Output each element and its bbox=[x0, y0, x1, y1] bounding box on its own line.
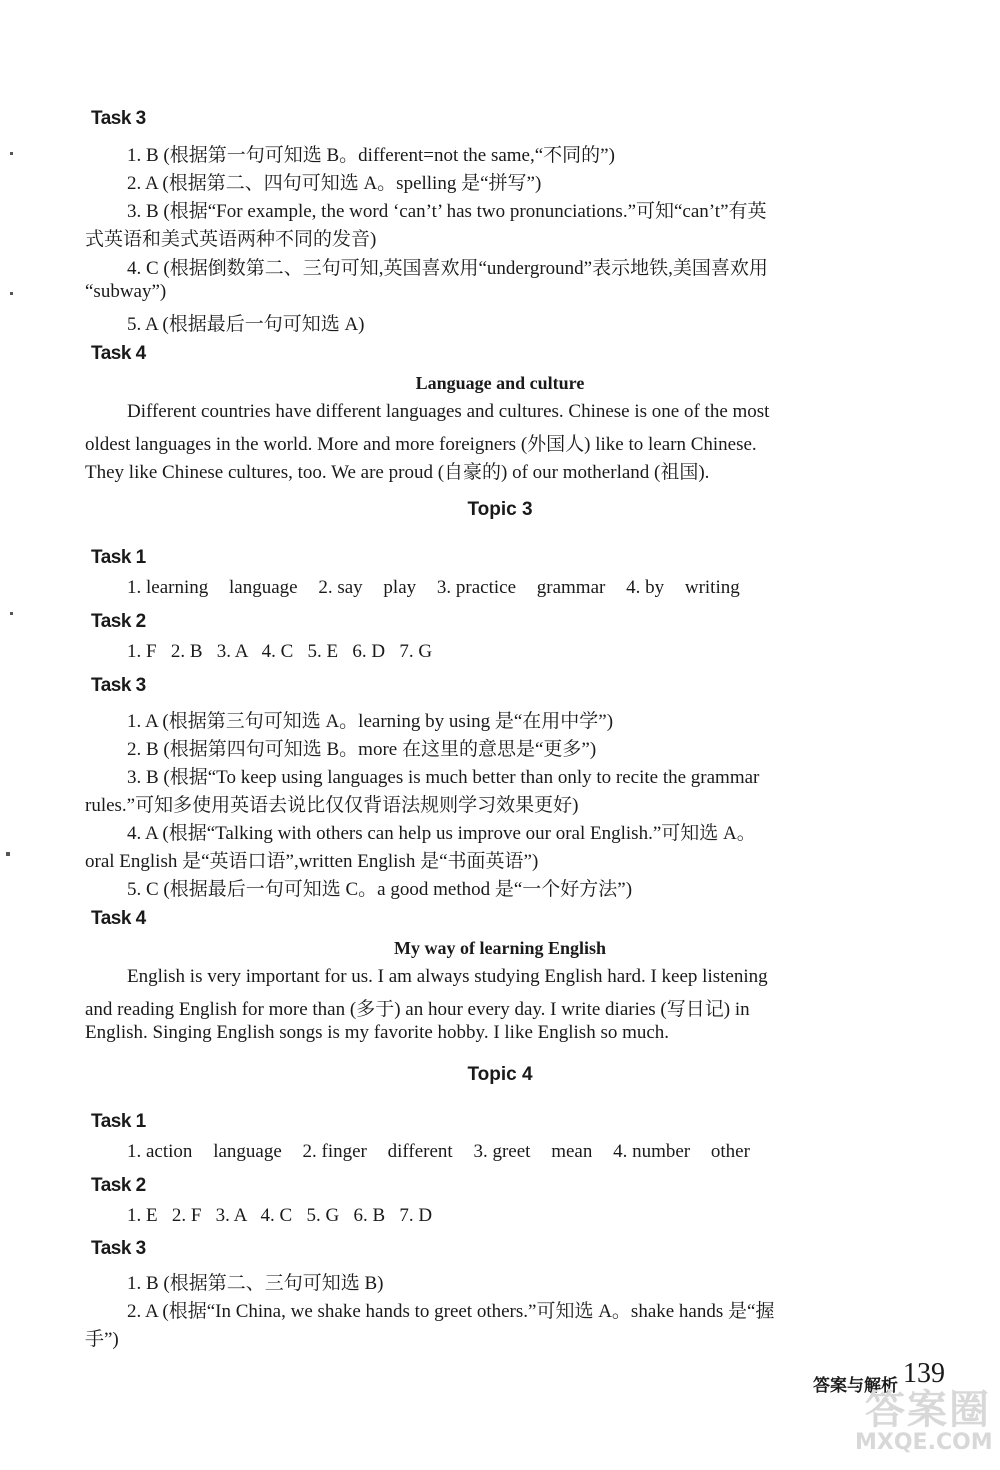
watermark-logo bbox=[855, 1378, 995, 1458]
word-answer: 3. practice bbox=[436, 577, 517, 598]
word-answer: 3. greet bbox=[473, 1141, 531, 1162]
word-answer: play bbox=[383, 577, 417, 598]
answer-line: 1. B (根据第二、三句可知选 B) bbox=[127, 1273, 384, 1294]
answer-line: 2. A (根据“In China, we shake hands to greet others.”可知选 A。shake hands 是“握 bbox=[127, 1301, 775, 1322]
word-answer: language bbox=[213, 1141, 282, 1162]
answer-line: 2. B (根据第四句可知选 B。more 在这里的意思是“更多”) bbox=[127, 739, 597, 760]
passage-line: and reading English for more than (多于) an hour every day. I write diaries (写日记) in bbox=[85, 999, 750, 1020]
word-answers bbox=[127, 1141, 766, 1163]
task-heading: Task 3 bbox=[91, 108, 146, 129]
watermark-url: MXQE.COM bbox=[855, 1430, 993, 1455]
answer-line: 5. C (根据最后一句可知选 C。a good method 是“一个好方法”) bbox=[127, 879, 633, 900]
answer-line: 4. A (根据“Talking with others can help us improve our oral English.”可知选 A。 bbox=[127, 823, 756, 844]
word-answer: other bbox=[710, 1141, 750, 1162]
answer-line: 2. A (根据第二、四句可知选 A。spelling 是“拼写”) bbox=[127, 173, 542, 194]
scan-mark bbox=[10, 292, 13, 295]
answer-line: 式英语和美式英语两种不同的发音) bbox=[85, 229, 377, 250]
answer-line: 5. A (根据最后一句可知选 A) bbox=[127, 314, 365, 335]
task-heading: Task 4 bbox=[91, 908, 146, 929]
choice-answers: 1. F 2. B 3. A 4. C 5. E 6. D 7. G bbox=[127, 641, 433, 662]
task-heading: Task 2 bbox=[91, 1175, 146, 1196]
answer-line: 1. B (根据第一句可知选 B。different=not the same,“不同的”) bbox=[127, 145, 615, 166]
word-answer: grammar bbox=[536, 577, 606, 598]
word-answer: 1. learning bbox=[127, 577, 209, 598]
word-answer: 1. action bbox=[127, 1141, 193, 1162]
topic-heading: Topic 4 bbox=[467, 1064, 533, 1085]
word-answer: different bbox=[387, 1141, 453, 1162]
task-heading: Task 1 bbox=[91, 1111, 146, 1132]
word-answer: mean bbox=[551, 1141, 593, 1162]
word-answer: 4. by bbox=[626, 577, 665, 598]
answer-line: rules.”可知多使用英语去说比仅仅背语法规则学习效果更好) bbox=[85, 795, 579, 816]
section-label: 答案与解析 bbox=[813, 1376, 898, 1396]
passage-title: My way of learning English bbox=[393, 938, 607, 958]
topic-heading: Topic 3 bbox=[467, 499, 533, 520]
passage-line: English. Singing English songs is my favorite hobby. I like English so much. bbox=[85, 1022, 670, 1043]
task-heading: Task 3 bbox=[91, 675, 146, 696]
task-heading: Task 3 bbox=[91, 1238, 146, 1259]
passage-title: Language and culture bbox=[415, 373, 585, 393]
choice-answers: 1. E 2. F 3. A 4. C 5. G 6. B 7. D bbox=[127, 1205, 433, 1226]
answer-line: 1. A (根据第三句可知选 A。learning by using 是“在用中学”) bbox=[127, 711, 614, 732]
word-answer: language bbox=[229, 577, 298, 598]
passage-line: They like Chinese cultures, too. We are proud (自豪的) of our motherland (祖国). bbox=[85, 462, 710, 483]
task-heading: Task 2 bbox=[91, 611, 146, 632]
scan-mark bbox=[10, 612, 13, 615]
answer-line: 4. C (根据倒数第二、三句可知,英国喜欢用“underground”表示地铁,美国喜欢用 bbox=[127, 258, 768, 279]
answer-line: oral English 是“英语口语”,written English 是“书面英语”) bbox=[85, 851, 539, 872]
task-heading: Task 4 bbox=[91, 343, 146, 364]
watermark-text: 答案圈 bbox=[865, 1387, 991, 1433]
answer-line: 手”) bbox=[85, 1329, 119, 1350]
word-answer: 4. number bbox=[613, 1141, 691, 1162]
word-answer: 2. finger bbox=[302, 1141, 367, 1162]
word-answer: 2. say bbox=[318, 577, 363, 598]
scan-mark bbox=[10, 152, 13, 155]
answer-line: 3. B (根据“For example, the word ‘can’t’ has two pronunciations.”可知“can’t”有英 bbox=[127, 201, 767, 222]
word-answers bbox=[127, 577, 756, 599]
task-heading: Task 1 bbox=[91, 547, 146, 568]
page-number: 139 bbox=[903, 1358, 945, 1389]
passage-line: English is very important for us. I am always studying English hard. I keep listening bbox=[127, 966, 768, 987]
answer-line: 3. B (根据“To keep using languages is much better than only to recite the grammar bbox=[127, 767, 760, 788]
scan-mark bbox=[6, 852, 10, 856]
word-answer: writing bbox=[684, 577, 740, 598]
answer-line: “subway”) bbox=[85, 281, 167, 302]
passage-line: oldest languages in the world. More and more foreigners (外国人) like to learn Chinese. bbox=[85, 434, 757, 455]
passage-line: Different countries have different languages and cultures. Chinese is one of the most bbox=[127, 401, 770, 422]
